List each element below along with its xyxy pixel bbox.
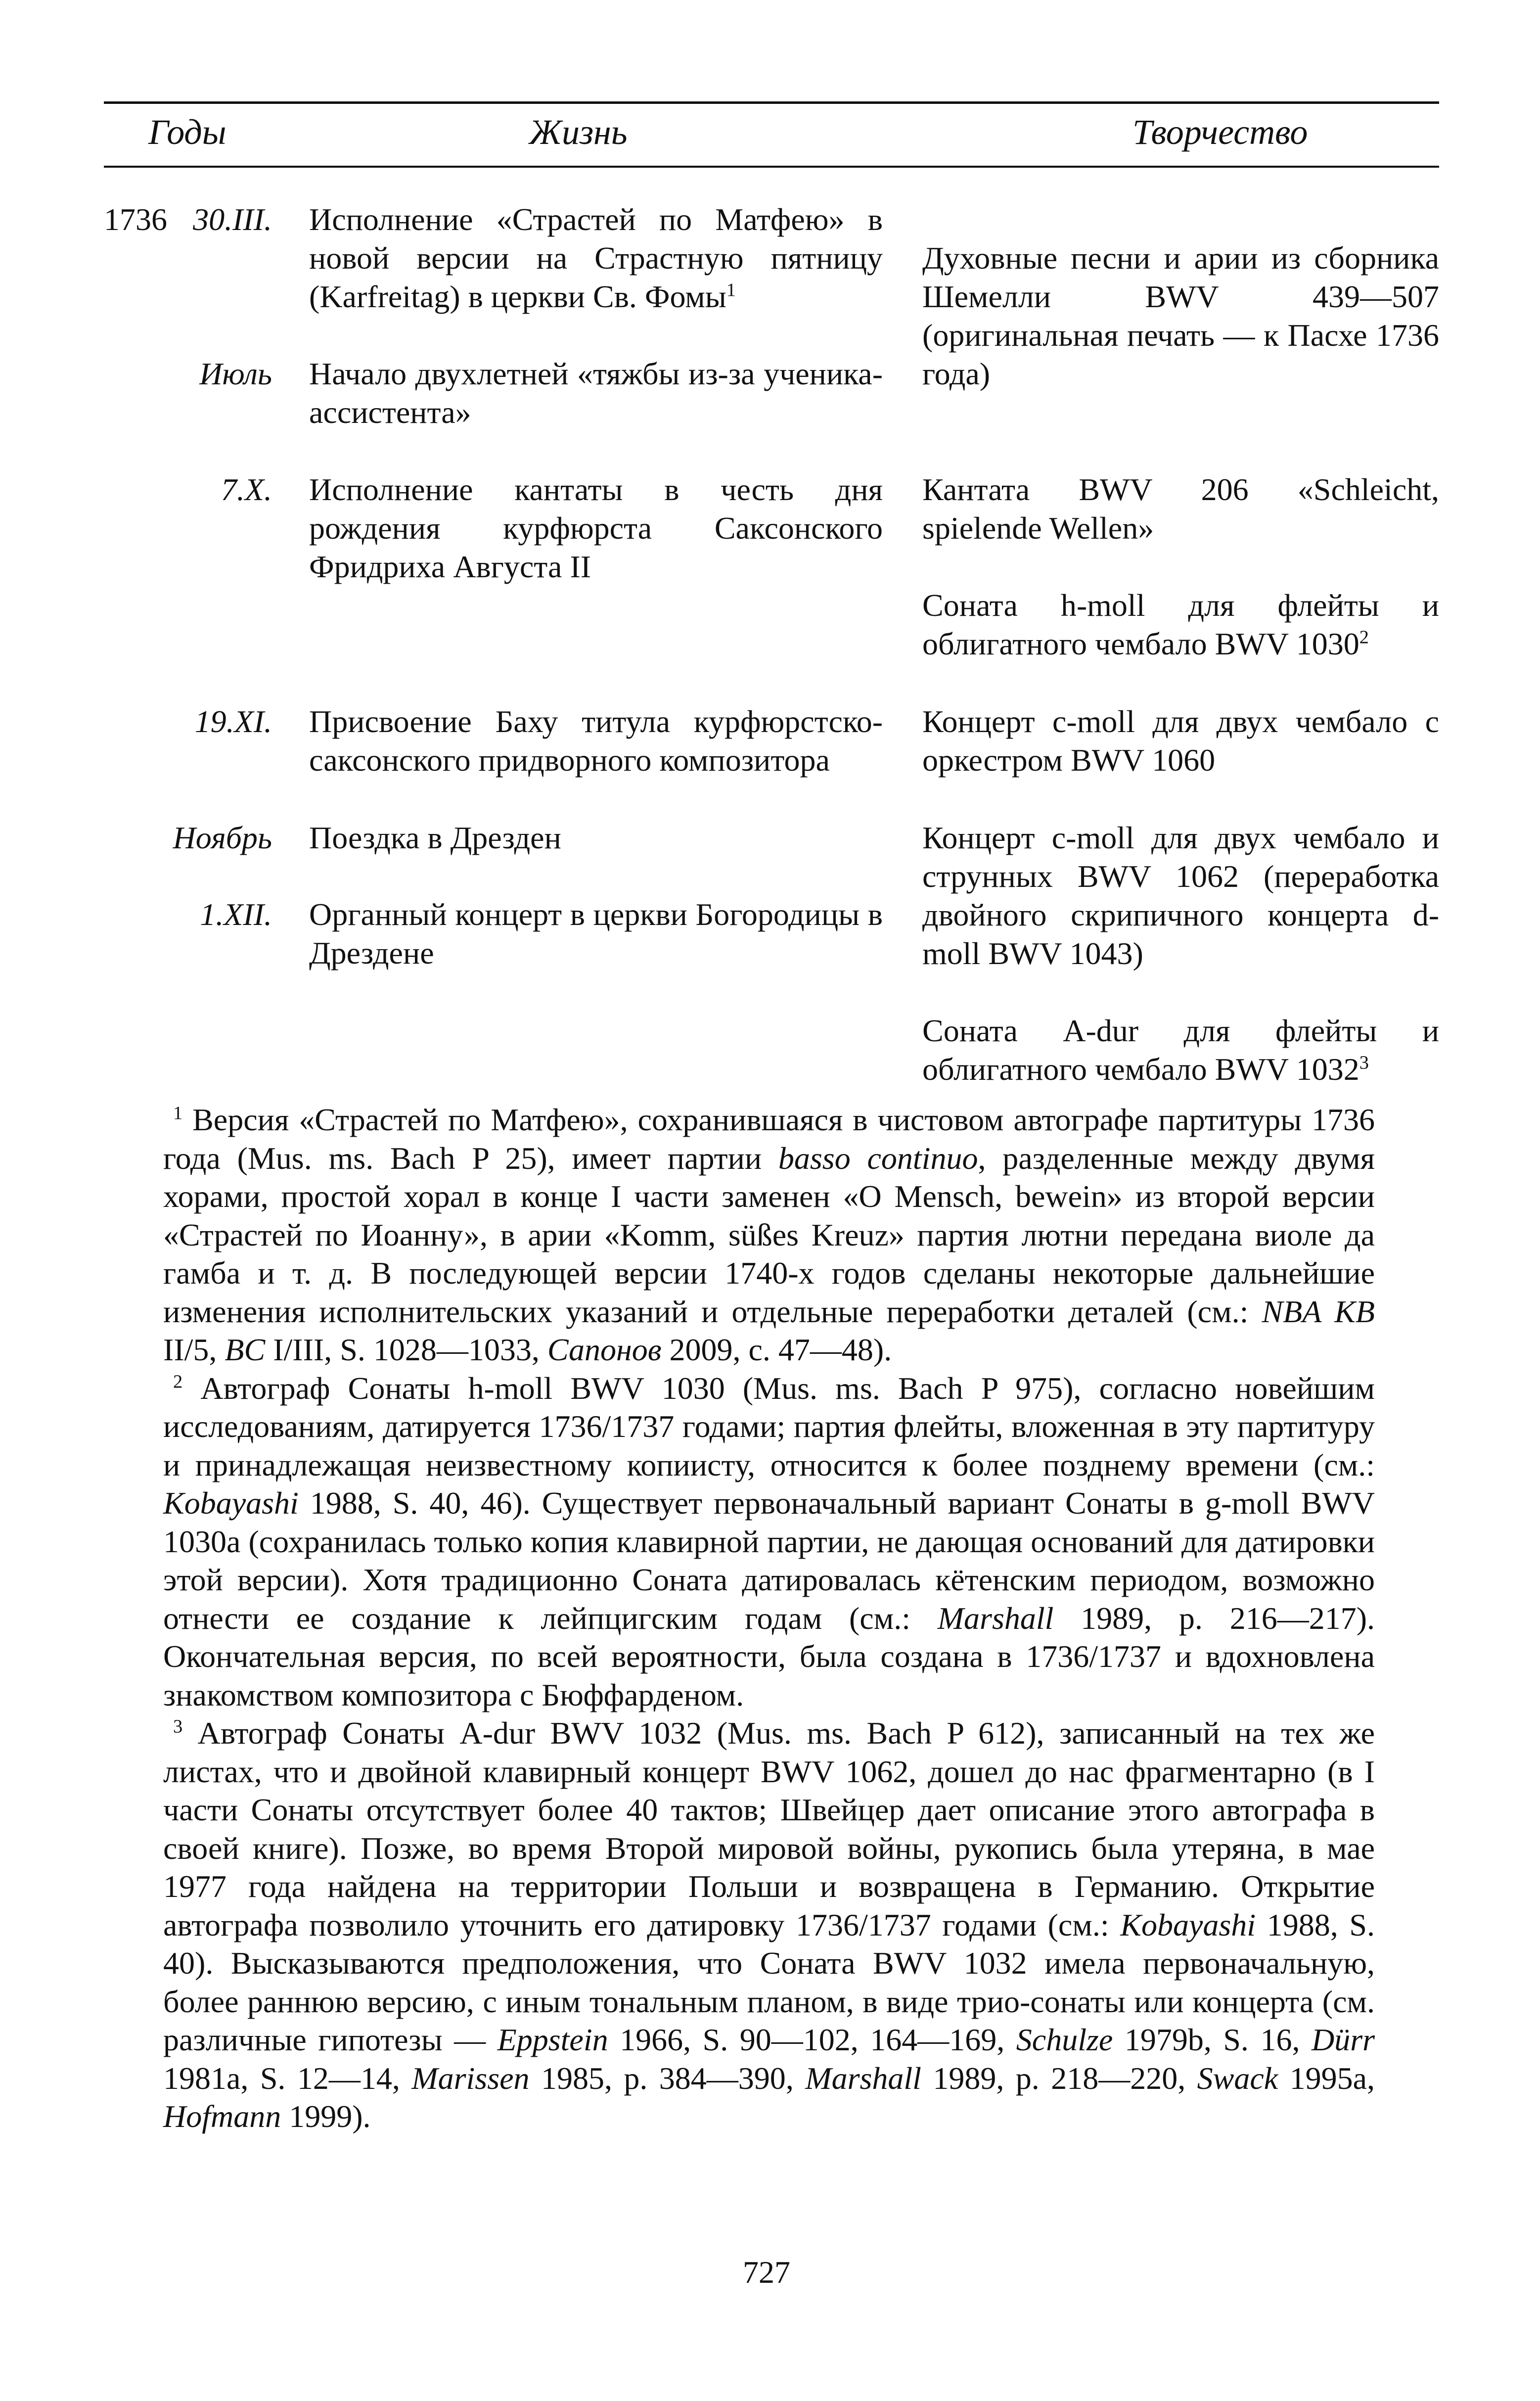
work-entry: Соната h-moll для флейты и облигатного чембало BWV 1030$^2$ (922, 588, 1439, 661)
footnote-ref: 3 (1359, 1052, 1369, 1073)
life-entry: Исполнение кантаты в честь дня рождения курфюрста Саксонского Фридриха Августа II (309, 472, 883, 584)
work-entry: Концерт c-moll для двух чембало с оркестром BWV 1060 (922, 704, 1439, 778)
table-top-rule (104, 101, 1439, 104)
header-years: Годы (148, 112, 226, 152)
header-works: Творчество (1132, 112, 1308, 152)
date-cell: 7.X. (221, 472, 272, 507)
life-entry: Присвоение Баху титула курфюрстско-саксонского придворного композитора (309, 704, 883, 778)
work-entry: Духовные песни и арии из сборника Шемелли BWV 439—507 (оригинальная печать — к Пасхе 1736 года) (922, 240, 1439, 391)
date-cell: Июль (199, 356, 272, 391)
footnote-3: $^3$ Автограф Сонаты A-dur BWV 1032 (Mus. ms. Bach P 612), записанный на тех же листах, что и двойной клавирный концерт BWV 1062, дошел до нас фрагментарно (в I части Сонаты отсутствует более 40 тактов; Швейцер дает описание этого автографа в своей книге). Позже, во время Второй мировой войны, рукопись была утеряна, в мае 1977 года найдена на территории Польши и возвращена в Германию. Открытие автографа позволило уточнить его датировку 1736/1737 годами (см.: Kobayashi 1988, S. 40). Высказываются предположения, что Соната BWV 1032 имела первоначальную, более раннюю версию, с иным тональным планом, в виде трио-сонаты или концерта (см. различные гипотезы — Eppstein 1966, S. 90—102, 164—169, Schulze 1979b, S. 16, Dürr 1981a, S. 12—14, Marissen 1985, p. 384—390, Marshall 1989, p. 218—220, Swack 1995a, Hofmann 1999). (163, 1715, 1375, 2134)
header-life: Жизнь (529, 112, 628, 152)
footnote-ref: 2 (1359, 627, 1369, 648)
life-entry: Поездка в Дрезден (309, 820, 561, 855)
footnote-1: $^1$ Версия «Страстей по Матфею», сохранившаяся в чистовом автографе партитуры 1736 года (Mus. ms. Bach P 25), имеет партии basso continuo, разделенные между двумя хорами, простой хорал в конце I части заменен «O Mensch, bewein» из второй версии «Страстей по Иоанну», в арии «Komm, süßes Kreuz» партия лютни передана виоле да гамба и т. д. В последующей версии 1740-х годов сделаны некоторые дальнейшие изменения исполнительских указаний и отдельные переработки деталей (см.: NBA KB II/5, BC I/III, S. 1028—1033, Сапонов 2009, с. 47—48). (163, 1102, 1375, 1367)
table-header-rule (104, 166, 1439, 168)
footnote-ref: 1 (726, 279, 736, 301)
date-cell: 19.XI. (194, 704, 272, 739)
work-entry: Концерт c-moll для двух чембало и струнных BWV 1062 (переработка двойного скрипичного концерта d-moll BWV 1043) (922, 820, 1439, 971)
footnote-2: $^2$ Автограф Сонаты h-moll BWV 1030 (Mus. ms. Bach P 975), согласно новейшим исследованиям, датируется 1736/1737 годами; партия флейты, вложенная в эту партитуру и принадлежащая неизвестному копиисту, относится к более позднему времени (см.: Kobayashi 1988, S. 40, 46). Существует первоначальный вариант Сонаты в g-moll BWV 1030a (сохранилась только копия клавирной партии, не дающая оснований для датировки этой версии). Хотя традиционно Соната датировалась кётенским периодом, возможно отнести ее создание к лейпцигским годам (см.: Marshall 1989, p. 216—217). Окончательная версия, по всей вероятности, была создана в 1736/1737 и вдохновлена знакомством композитора с Бюффарденом. (163, 1370, 1375, 1712)
life-entry: Органный концерт в церкви Богородицы в Дрездене (309, 897, 883, 970)
date-cell: 30.III. (193, 202, 272, 237)
year-cell: 1736 (104, 202, 167, 237)
work-entry: Кантата BWV 206 «Schleicht, spielende Wellen» (922, 472, 1439, 546)
page-number: 727 (743, 2255, 790, 2290)
footnotes (163, 1101, 1375, 2136)
date-cell: 1.XII. (200, 897, 272, 932)
life-entry: Начало двухлетней «тяжбы из-за ученика-ассистента» (309, 356, 883, 430)
work-entry: Соната A-dur для флейты и облигатного чембало BWV 1032$^3$ (922, 1013, 1439, 1087)
life-entry: Исполнение «Страстей по Матфею» в новой версии на Страстную пятницу (Karfreitag) в церкви Св. Фомы$^1$ (309, 202, 883, 314)
date-cell: Ноябрь (173, 820, 272, 855)
